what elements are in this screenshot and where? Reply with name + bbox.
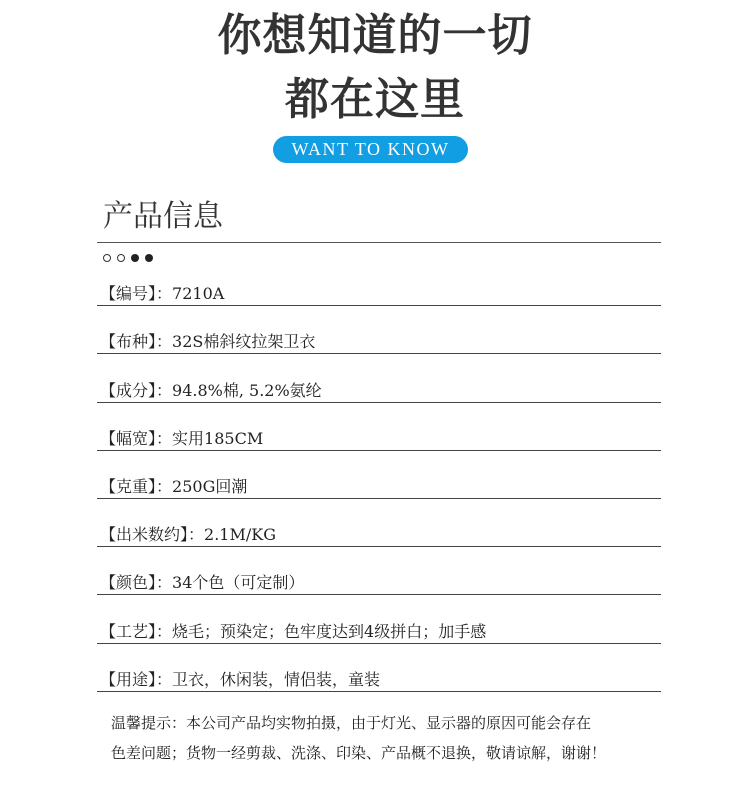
spec-value: 94.8%棉, 5.2%氨纶 <box>172 381 322 400</box>
spec-value: 7210A <box>172 284 225 303</box>
spec-separator: ： <box>156 477 173 496</box>
spec-row-colors <box>97 547 661 595</box>
spec-value: 2.1M/KG <box>204 525 276 544</box>
spec-separator: ： <box>188 525 205 544</box>
spec-row-meters-per-kg <box>97 499 661 547</box>
spec-row-usage <box>97 644 661 692</box>
spec-value: 烧毛；预染定；色牢度达到4级拼白；加手感 <box>172 622 487 641</box>
spec-label: 【幅宽】 <box>100 429 157 448</box>
spec-label: 【颜色】 <box>100 573 157 592</box>
spec-value: 32S棉斜纹拉架卫衣 <box>172 332 316 351</box>
spec-separator: ： <box>156 622 173 641</box>
spec-label: 【克重】 <box>100 477 157 496</box>
section-title: 产品信息 <box>103 199 223 234</box>
row-divider <box>97 691 661 692</box>
spec-separator: ： <box>156 573 173 592</box>
spec-row-width <box>97 403 661 451</box>
notice-line-2: 色差问题；货物一经剪裁、洗涤、印染、产品概不退换，敬请谅解，谢谢！ <box>111 744 607 762</box>
spec-row-weight <box>97 451 661 499</box>
spec-label: 【成分】 <box>100 381 157 400</box>
notice-line-1: 温馨提示：本公司产品均实物拍摄，由于灯光、显示器的原因可能会存在 <box>111 714 592 732</box>
want-to-know-badge: WANT TO KNOW <box>273 136 468 163</box>
spec-value: 250G回潮 <box>172 477 248 496</box>
headline-line-1: 你想知道的一切 <box>217 10 533 61</box>
spec-row-number <box>97 258 661 306</box>
spec-label: 【用途】 <box>100 670 157 689</box>
spec-separator: ： <box>156 284 173 303</box>
spec-value: 34个色（可定制） <box>172 573 305 592</box>
spec-label: 【出米数约】 <box>100 525 189 544</box>
headline-line-2: 都在这里 <box>285 74 465 125</box>
spec-separator: ： <box>156 429 173 448</box>
spec-row-process <box>97 596 661 644</box>
spec-value: 卫衣，休闲装，情侣装，童装 <box>172 670 381 689</box>
spec-label: 【布种】 <box>100 332 157 351</box>
spec-label: 【编号】 <box>100 284 157 303</box>
spec-row-composition <box>97 355 661 403</box>
row-divider <box>97 594 661 595</box>
spec-separator: ： <box>156 381 173 400</box>
spec-separator: ： <box>156 332 173 351</box>
spec-value: 实用185CM <box>172 429 264 448</box>
spec-separator: ： <box>156 670 173 689</box>
row-divider <box>97 353 661 354</box>
spec-row-fabric-type <box>97 306 661 354</box>
spec-label: 【工艺】 <box>100 622 157 641</box>
section-divider <box>97 242 661 243</box>
